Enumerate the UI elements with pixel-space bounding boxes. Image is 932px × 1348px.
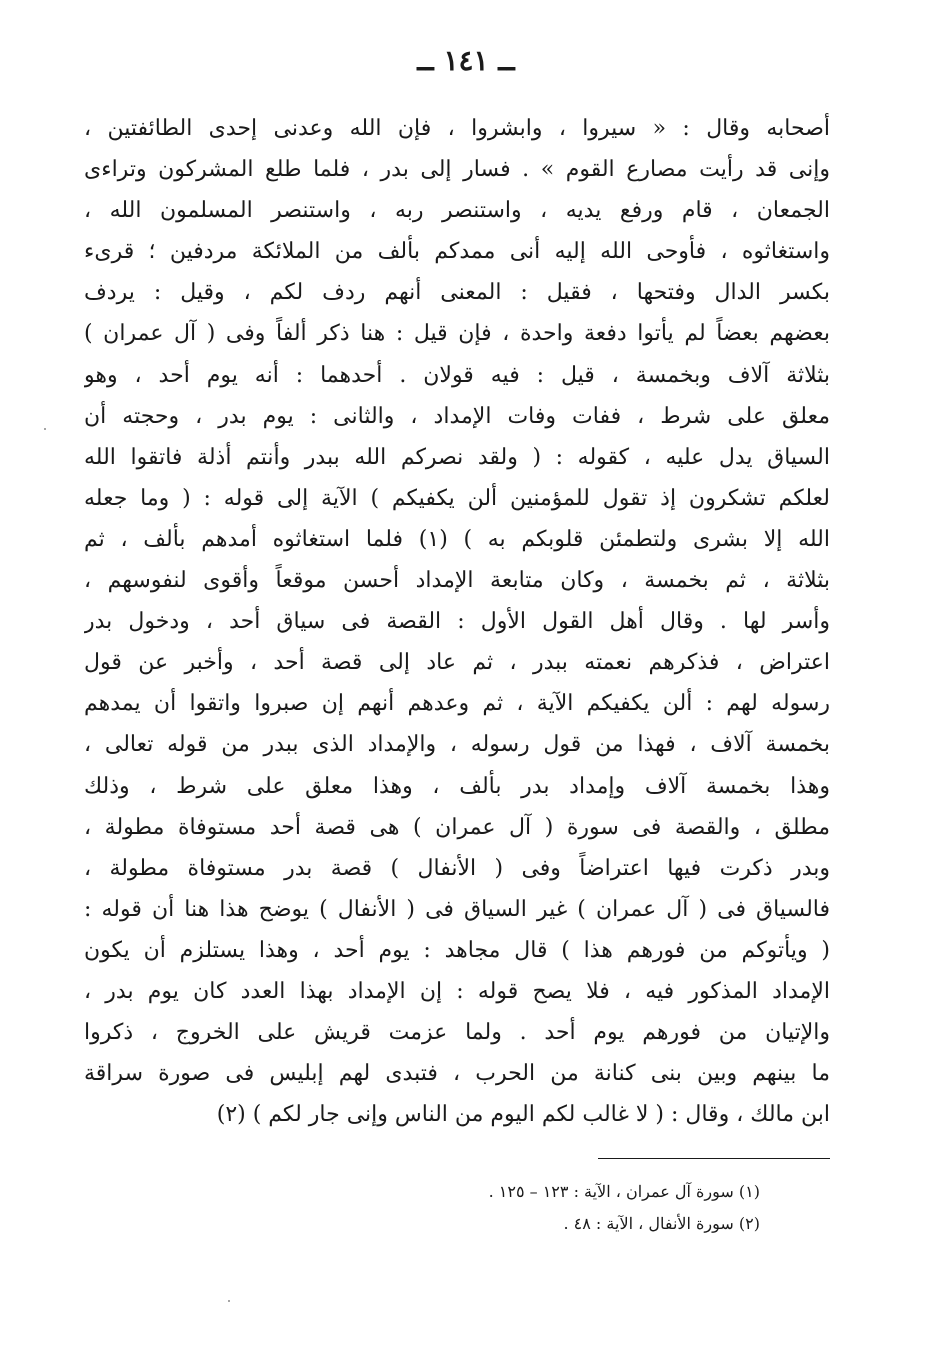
text-line: ( ويأتوكم من فورهم هذا ) قال مجاهد : يوم أحد ، وهذا يستلزم أن يكون [84, 937, 830, 963]
text-line: بعضهم بعضاً لم يأتوا دفعة واحدة ، فإن قيل : هنا ذكر ألفاً وفى ( آل عمران ) [84, 321, 830, 347]
text-line: ابن مالك ، وقال : ( لا غالب لكم اليوم من الناس وإنى جار لكم ) (٢) [216, 1102, 830, 1128]
text-line: الجمعان ، قام ورفع يديه ، واستنصر ربه ، واستنصر المسلمون الله ، [84, 198, 830, 224]
text-line: الإمداد المذكور فيه ، فلا يصح قوله : إن الإمداد بهذا العدد كان يوم بدر ، [84, 978, 830, 1004]
text-line: رسوله لهم : ألن يكفيكم الآية ، ثم وعدهم أنهم إن صبروا واتقوا أن يمدهم [84, 691, 830, 717]
text-line: وأسر لها . وقال أهل القول الأول : القصة فى سياق أحد ، ودخول بدر [84, 609, 830, 635]
body-text [84, 108, 830, 1135]
text-line: معلق على شرط ، ففات وفات الإمداد ، والثانى : يوم بدر ، وحجته أن [84, 403, 830, 429]
text-line: لعلكم تشكرون إذ تقول للمؤمنين ألن يكفيكم ) الآية إلى قوله : ( وما جعله [84, 485, 830, 511]
text-line: والإتيان من فورهم يوم أحد . ولما عزمت قريش على الخروج ، ذكروا [84, 1020, 830, 1046]
text-line: وهذا بخمسة آلاف وإمداد بدر بألف ، وهذا معلق على شرط ، وذلك [84, 773, 830, 799]
footnotes [300, 1176, 760, 1240]
footnote: (١) سورة آل عمران ، الآية : ١٢٣ – ١٢٥ . [488, 1182, 760, 1201]
scan-speck [228, 1300, 230, 1302]
text-line: اعتراض ، فذكرهم نعمته ببدر ، ثم عاد إلى قصة أحد ، وأخبر عن قول [84, 650, 830, 676]
page-number: ــ ١٤١ ــ [417, 44, 515, 77]
scan-speck [44, 428, 46, 430]
text-line: ما بينهم وبين بنى كنانة من الحرب ، فتبدى لهم إبليس فى صورة سراقة [84, 1061, 830, 1087]
footnote-separator [598, 1158, 830, 1159]
text-line: بثلاثة آلاف وبخمسة ، قيل : فيه قولان . أحدهما : أنه يوم أحد ، وهو [84, 362, 830, 388]
text-line: وبدر ذكرت فيها اعتراضاً وفى ( الأنفال ) قصة بدر مستوفاة مطولة ، [84, 855, 830, 881]
text-line: السياق يدل عليه ، كقوله : ( ولقد نصركم الله ببدر وأنتم أذلة فاتقوا الله [84, 444, 830, 470]
text-line: واستغاثوه ، فأوحى الله إليه أنى ممدكم بألف من الملائكة مردفين ؛ قرىء [84, 239, 830, 265]
footnote: (٢) سورة الأنفال ، الآية : ٤٨ . [563, 1214, 760, 1233]
text-line: أصحابه وقال : « سيروا ، وابشروا ، فإن الله وعدنى إحدى الطائفتين ، [84, 116, 830, 141]
text-line: مطلق ، والقصة فى سورة ( آل عمران ) هى قصة أحد مستوفاة مطولة ، [84, 814, 830, 840]
text-line: فالسياق فى ( آل عمران ) غير السياق فى ( الأنفال ) يوضح هذا هنا أن قوله : [84, 896, 830, 922]
text-line: بثلاثة ، ثم بخمسة ، وكان متابعة الإمداد أحسن موقعاً وأقوى لنفوسهم ، [84, 568, 830, 594]
text-line: بخمسة آلاف ، فهذا من قول رسوله ، والإمداد الذى ببدر من قوله تعالى ، [84, 732, 830, 758]
text-line: وإنى قد رأيت مصارع القوم » . فسار إلى بدر ، فلما طلع المشركون وتراءى [84, 157, 830, 183]
text-line: بكسر الدال وفتحها ، فقيل : المعنى أنهم ردف لكم ، وقيل : يردف [84, 280, 830, 306]
text-line: الله إلا بشرى ولتطمئن قلوبكم به ) (١) فلما استغاثوه أمدهم بألف ، ثم [84, 526, 830, 552]
